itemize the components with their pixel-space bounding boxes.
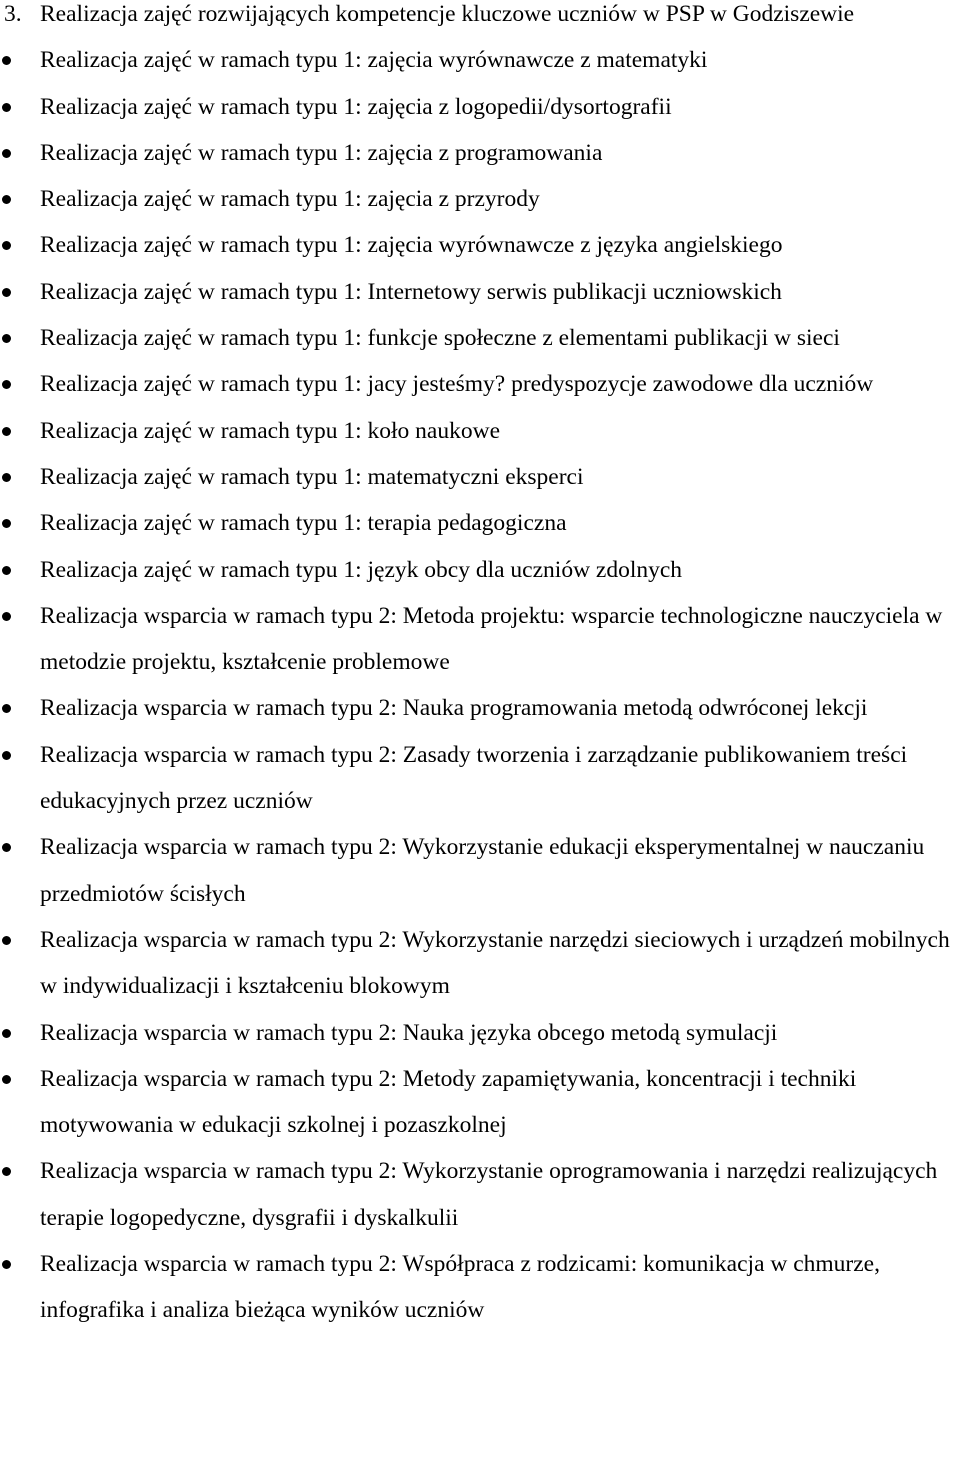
list-item [0,824,960,917]
list-item-text: Realizacja zajęć w ramach typu 1: funkcje społeczne z elementami publikacji w sieci [40,325,840,352]
bullet-icon [2,241,11,250]
bullet-icon [2,612,11,621]
list-item [0,1241,960,1334]
bullet-icon [2,149,11,158]
list-item [0,732,960,825]
bullet-icon [2,566,11,575]
list-item [0,500,960,546]
section-heading [0,0,960,37]
list-item [0,1148,960,1241]
bullet-icon [2,473,11,482]
section-number: 3. [4,1,22,27]
list-item [0,269,960,315]
list-item-text: Realizacja wsparcia w ramach typu 2: Nauka języka obcego metodą symulacji [40,1019,778,1046]
list-item [0,84,960,130]
list-item [0,454,960,500]
bullet-icon [2,1260,11,1269]
bullet-icon [2,1167,11,1176]
list-item-text: Realizacja wsparcia w ramach typu 2: Wykorzystanie oprogramowania i narzędzi realizujących terapie logopedyczne, dysgrafii i dyskalkulii [40,1158,938,1231]
list-item-text: Realizacja zajęć w ramach typu 1: zajęcia wyrównawcze z języka angielskiego [40,232,783,259]
list-item [0,547,960,593]
bullet-icon [2,936,11,945]
list-item-text: Realizacja wsparcia w ramach typu 2: Metody zapamiętywania, koncentracji i techniki motywowania w edukacji szkolnej i pozaszkolnej [40,1065,857,1139]
list-item-text: Realizacja wsparcia w ramach typu 2: Wykorzystanie edukacji eksperymentalnej w nauczaniu przedmiotów ścisłych [40,834,925,907]
bullet-icon [2,427,11,436]
list-item-text: Realizacja zajęć w ramach typu 1: zajęcia wyrównawcze z matematyki [40,47,708,74]
list-item [0,408,960,454]
list-item-text: Realizacja zajęć w ramach typu 1: matematyczni eksperci [40,463,584,490]
list-item [0,315,960,361]
list-item [0,685,960,731]
bullet-icon [2,751,11,760]
list-item [0,130,960,176]
bullet-icon [2,334,11,343]
bullet-icon [2,380,11,389]
bullet-icon [2,519,11,528]
list-item [0,176,960,222]
list-item-text: Realizacja wsparcia w ramach typu 2: Metoda projektu: wsparcie technologiczne nauczyciela w metodzie projektu, kształcenie problemowe [40,602,943,676]
bullet-list [0,37,960,1333]
bullet-icon [2,288,11,297]
bullet-icon [2,704,11,713]
list-item-text: Realizacja zajęć w ramach typu 1: koło naukowe [40,417,501,444]
list-item-text: Realizacja zajęć w ramach typu 1: zajęcia z logopedii/dysortografii [40,93,672,120]
section-title: Realizacja zajęć rozwijających kompetencje kluczowe uczniów w PSP w Godziszewie [40,1,855,27]
list-item-text: Realizacja zajęć w ramach typu 1: jacy jesteśmy? predyspozycje zawodowe dla uczniów [40,371,874,398]
list-item-text: Realizacja zajęć w ramach typu 1: zajęcia z przyrody [40,186,540,213]
bullet-icon [2,1029,11,1038]
list-item-text: Realizacja wsparcia w ramach typu 2: Współpraca z rodzicami: komunikacja w chmurze, infografika i analiza bieżąca wyników uczniów [40,1251,880,1324]
list-item-text: Realizacja wsparcia w ramach typu 2: Nauka programowania metodą odwróconej lekcji [40,695,868,722]
list-item [0,1010,960,1056]
list-item-text: Realizacja zajęć w ramach typu 1: zajęcia z programowania [40,139,603,166]
list-item-text: Realizacja wsparcia w ramach typu 2: Zasady tworzenia i zarządzanie publikowaniem treści edukacyjnych przez uczniów [40,741,908,815]
list-item-text: Realizacja zajęć w ramach typu 1: język obcy dla uczniów zdolnych [40,556,683,583]
list-item [0,361,960,407]
bullet-icon [2,56,11,65]
list-item-text: Realizacja wsparcia w ramach typu 2: Wykorzystanie narzędzi sieciowych i urządzeń mobilnych w indywidualizacji i kształceniu blokowym [40,926,950,1000]
list-item-text: Realizacja zajęć w ramach typu 1: terapia pedagogiczna [40,510,567,537]
bullet-icon [2,843,11,852]
bullet-icon [2,195,11,204]
bullet-icon [2,1075,11,1084]
list-item [0,917,960,1010]
list-item-text: Realizacja zajęć w ramach typu 1: Internetowy serwis publikacji uczniowskich [40,278,782,305]
list-item [0,222,960,268]
list-item [0,37,960,83]
list-item [0,1056,960,1149]
list-item [0,593,960,686]
bullet-icon [2,103,11,112]
